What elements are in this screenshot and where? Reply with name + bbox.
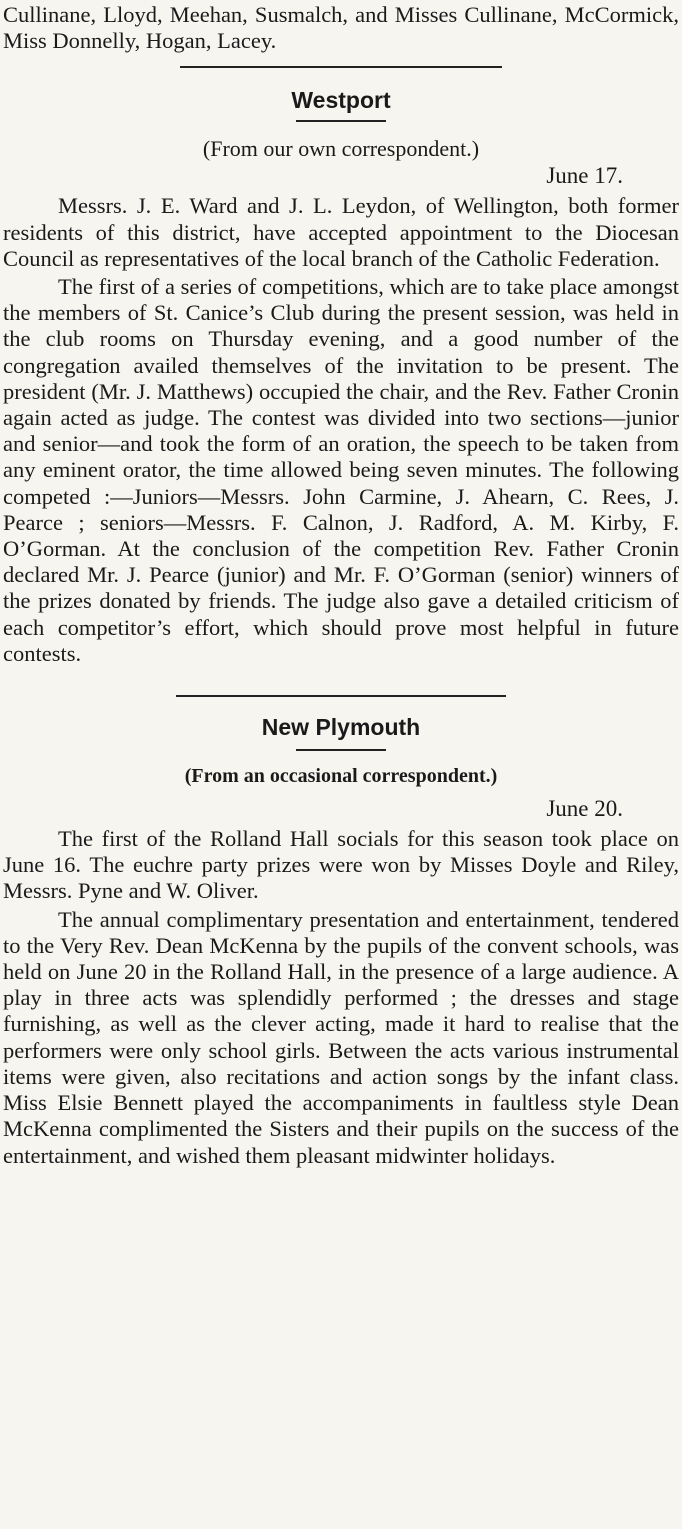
westport-date: June 17.	[546, 163, 623, 189]
new-plymouth-correspondent: (From an occasional correspondent.)	[184, 765, 498, 788]
intro-paragraph: Cullinane, Lloyd, Meehan, Susmalch, and Misses Cullinane, McCormick, Miss Donnelly, Hogan, Lacey.	[3, 2, 679, 54]
new-plymouth-paragraph-2: The annual complimentary presentation and entertainment, tendered to the Very Rev. Dean McKenna by the pupils of the convent schools, was held on June 20 in the Rolland Hall, in the presence of a large audience. A play in three acts was splendidly performed ; the dresses and stage furnishing, as well as the clever acting, made it hard to realise that the performers were only school girls. Between the acts various instrumental items were given, also recitations and action songs by the infant class. Miss Elsie Bennett played the accompaniments in faultless style Dean McKenna complimented the Sisters and their pupils on the success of the entertainment, and wished them pleasant midwinter holidays.	[3, 906, 679, 1168]
new-plymouth-date: June 20.	[546, 796, 623, 822]
newspaper-column	[3, 0, 679, 1169]
westport-paragraph-1: Messrs. J. E. Ward and J. L. Leydon, of Wellington, both former residents of this district, have accepted appointment to the Diocesan Council as representatives of the local branch of the Catholic Federation.	[3, 193, 679, 271]
heading-underline	[296, 749, 386, 751]
section-divider	[176, 695, 506, 697]
westport-correspondent: (From our own correspondent.)	[202, 136, 480, 162]
new-plymouth-heading: New Plymouth	[261, 714, 421, 741]
section-divider	[180, 66, 502, 68]
westport-heading: Westport	[291, 87, 391, 114]
heading-underline	[296, 120, 386, 122]
new-plymouth-paragraph-1: The first of the Rolland Hall socials for this season took place on June 16. The euchre party prizes were won by Misses Doyle and Riley, Messrs. Pyne and W. Oliver.	[3, 826, 679, 904]
westport-paragraph-2: The first of a series of competitions, which are to take place amongst the members of St. Canice’s Club during the present session, was held in the club rooms on Thursday evening, and a good number of the congregation availed themselves of the invitation to be present. The president (Mr. J. Matthews) occupied the chair, and the Rev. Father Cronin again acted as judge. The contest was divided into two sections—junior and senior—and took the form of an oration, the speech to be taken from any eminent orator, the time allowed being seven minutes. The following competed :—Juniors—Messrs. John Carmine, J. Ahearn, C. Rees, J. Pearce ; seniors—Messrs. F. Calnon, J. Radford, A. M. Kirby, F. O’Gorman. At the conclusion of the competition Rev. Father Cronin declared Mr. J. Pearce (junior) and Mr. F. O’Gorman (senior) winners of the prizes donated by friends. The judge also gave a detailed criticism of each competitor’s effort, which should prove most helpful in future contests.	[3, 274, 679, 666]
